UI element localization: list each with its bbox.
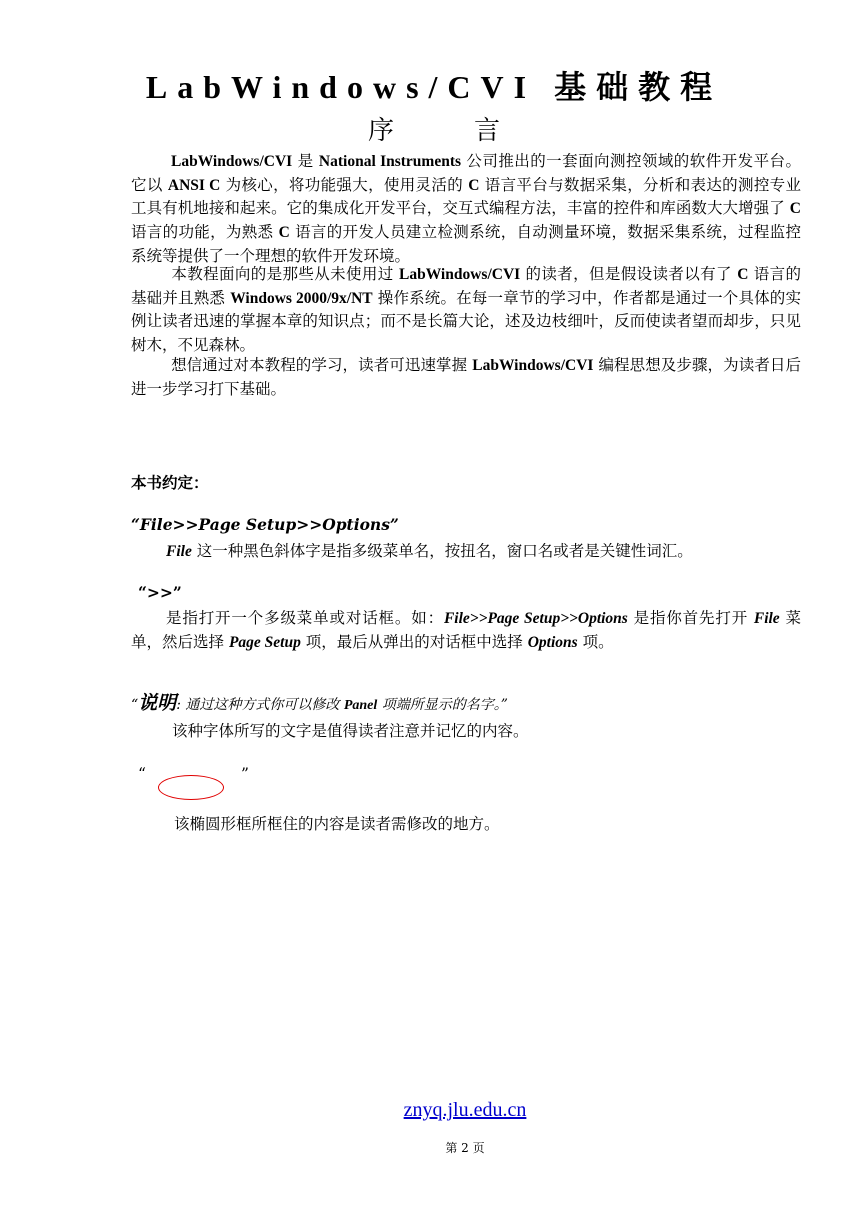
text-run: 通过这种方式你可以修改 <box>185 697 344 713</box>
preface-paragraph-3 <box>131 354 801 401</box>
oval-open-quote: “ <box>138 765 146 783</box>
bold-term: C <box>468 176 480 194</box>
bold-term: National Instruments <box>318 153 462 170</box>
arrow-convention-example: “>>” <box>138 583 182 602</box>
conventions-heading: 本书约定： <box>131 473 209 492</box>
bold-italic-term: File <box>166 543 192 560</box>
bold-italic-term: File>>Page Setup>>Options <box>443 610 628 627</box>
bold-term: C <box>737 266 749 283</box>
page-number: 第 2 页 <box>445 1141 485 1155</box>
bold-italic-term: File <box>753 610 780 627</box>
bold-term: LabWindows/CVI <box>171 153 293 170</box>
text-run: 编程思想及步骤，为读者日后进一步学习打下基础。 <box>131 356 801 398</box>
arrow-convention-desc <box>131 607 801 654</box>
bold-term: Windows 2000/9x/NT <box>230 289 373 307</box>
page-title: LabWindows/CVI 基础教程 <box>145 69 723 105</box>
bold-term: C <box>789 200 801 218</box>
text-run: 操作系统。在每一章节的学习中，作者都是通过一个具体的实例让读者迅速的掌握本章的知识点；而不是长篇大论，述及边枝细叶，反而使读者望而却步，只见树木，不见森林。 <box>131 288 801 355</box>
text-run: 是指打开一个多级菜单或对话框。如： <box>166 609 444 627</box>
footer-website-link[interactable]: znyq.jlu.edu.cn <box>403 1099 527 1121</box>
oval-convention-desc: 该椭圆形框所框住的内容是读者需修改的地方。 <box>174 815 500 833</box>
bold-term: LabWindows/CVI <box>472 357 594 374</box>
note-label: 说明 <box>138 692 177 714</box>
text-run: 语言平台与数据采集，分析和表达的测控专业工具有机地接和起来。它的集成化开发平台，交互式编程方法，丰富的控件和库函数大大增强了 <box>131 175 801 218</box>
text-run: 想信通过对本教程的学习，读者可迅速掌握 <box>171 356 473 374</box>
page-subtitle: 序言 <box>367 116 580 146</box>
preface-paragraph-2 <box>131 263 801 358</box>
text-run: 语言的功能，为熟悉 <box>131 223 279 242</box>
bold-italic-term: Options <box>527 633 578 651</box>
text-run: 项端所显示的名字。” <box>377 697 508 713</box>
text-run: 这一种黑色斜体字是指多级菜单名，按扭名，窗口名或者是关键性词汇。 <box>191 542 693 560</box>
quote-mark: “ <box>131 697 139 713</box>
text-run: 公司推出的一套面向测控领域的软件开发平台。它以 <box>131 152 801 194</box>
menu-convention-example: “File>>Page Setup>>Options” <box>131 515 399 534</box>
bold-term: C <box>278 224 290 242</box>
bold-italic-term: Page Setup <box>228 633 301 651</box>
preface-paragraph-1 <box>131 150 801 269</box>
text-run: 的读者，但是假设读者以有了 <box>520 265 738 283</box>
text-run: 为核心，将功能强大，使用灵活的 <box>220 175 469 194</box>
bold-term: ANSI C <box>167 176 221 194</box>
text-run: 项，最后从弹出的对话框中选择 <box>300 632 528 651</box>
text-run: 是指你首先打开 <box>627 609 754 627</box>
text-run: 语言的开发人员建立检测系统，自动测量环境，数据采集系统，过程监控系统等提供了一个理想的软件开发环境。 <box>131 223 801 265</box>
oval-close-quote: ” <box>241 765 249 783</box>
note-convention-example <box>131 688 508 715</box>
red-oval-marker <box>158 775 224 800</box>
text-run: 菜单，然后选择 <box>131 609 801 651</box>
bold-italic-term: Panel <box>343 698 378 713</box>
text-run: 语言的基础并且熟悉 <box>131 265 802 307</box>
bold-term: LabWindows/CVI <box>399 266 521 283</box>
text-run: 是 <box>292 152 319 170</box>
text-run: 本教程面向的是那些从未使用过 <box>171 265 399 283</box>
menu-convention-desc <box>166 539 693 561</box>
text-run: : <box>176 697 186 713</box>
note-convention-desc: 该种字体所写的文字是值得读者注意并记忆的内容。 <box>172 722 529 740</box>
text-run: 项。 <box>577 632 614 651</box>
